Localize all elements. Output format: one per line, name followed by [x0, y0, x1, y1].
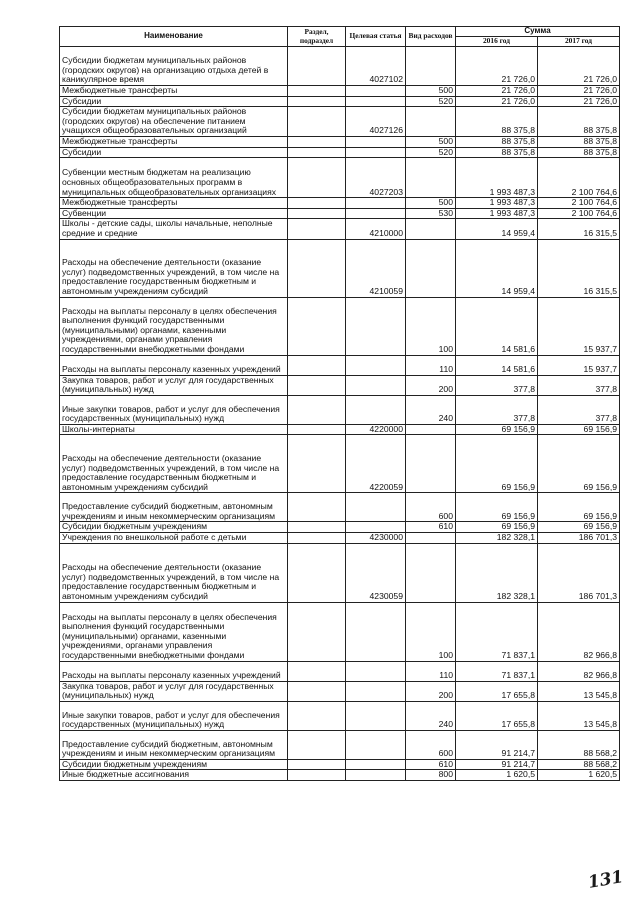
row-name-cell: Субсидии бюджетам муниципальных районов (городских округов) на обеспечение питанием учащихся общеобразовательных организаций — [60, 107, 288, 137]
row-target-cell — [346, 522, 406, 533]
row-kind-cell: 600 — [406, 730, 456, 759]
row-target-cell: 4027203 — [346, 158, 406, 198]
row-section-cell — [288, 424, 346, 435]
row-kind-cell: 610 — [406, 759, 456, 770]
row-2016-cell: 69 156,9 — [456, 522, 538, 533]
row-name-cell: Закупка товаров, работ и услуг для государственных (муниципальных) нужд — [60, 681, 288, 701]
table-row — [60, 208, 620, 219]
row-target-cell — [346, 730, 406, 759]
row-name-cell: Предоставление субсидий бюджетным, автономным учреждениям и иным некоммерческим организациям — [60, 730, 288, 759]
budget-table-page — [59, 26, 620, 781]
row-target-cell — [346, 661, 406, 681]
row-target-cell — [346, 355, 406, 375]
row-name-cell: Субсидии — [60, 96, 288, 107]
row-section-cell — [288, 208, 346, 219]
table-row — [60, 239, 620, 297]
table-row — [60, 355, 620, 375]
table-row — [60, 47, 620, 86]
row-section-cell — [288, 493, 346, 522]
row-2017-cell: 15 937,7 — [538, 297, 620, 355]
table-row — [60, 375, 620, 395]
row-kind-cell: 500 — [406, 136, 456, 147]
row-target-cell — [346, 602, 406, 661]
row-2016-cell: 182 328,1 — [456, 532, 538, 543]
row-kind-cell — [406, 543, 456, 602]
row-section-cell — [288, 730, 346, 759]
row-kind-cell: 240 — [406, 395, 456, 424]
row-name-cell: Учреждения по внешкольной работе с детьми — [60, 532, 288, 543]
row-kind-cell — [406, 532, 456, 543]
row-2016-cell: 14 959,4 — [456, 219, 538, 239]
row-2016-cell: 91 214,7 — [456, 759, 538, 770]
table-row — [60, 730, 620, 759]
row-kind-cell: 800 — [406, 770, 456, 781]
table-row — [60, 424, 620, 435]
row-kind-cell — [406, 424, 456, 435]
row-2017-cell: 88 375,8 — [538, 136, 620, 147]
row-kind-cell — [406, 47, 456, 86]
row-target-cell — [346, 147, 406, 158]
table-row — [60, 297, 620, 355]
row-2017-cell: 69 156,9 — [538, 424, 620, 435]
row-2016-cell: 377,8 — [456, 375, 538, 395]
row-2016-cell: 17 655,8 — [456, 681, 538, 701]
row-name-cell: Межбюджетные трансферты — [60, 86, 288, 97]
row-target-cell — [346, 395, 406, 424]
row-2016-cell: 377,8 — [456, 395, 538, 424]
row-section-cell — [288, 602, 346, 661]
row-name-cell: Иные закупки товаров, работ и услуг для обеспечения государственных (муниципальных) нужд — [60, 395, 288, 424]
row-section-cell — [288, 219, 346, 239]
row-section-cell — [288, 661, 346, 681]
row-2017-cell: 377,8 — [538, 395, 620, 424]
row-kind-cell: 240 — [406, 701, 456, 730]
row-2016-cell: 88 375,8 — [456, 136, 538, 147]
row-kind-cell: 100 — [406, 602, 456, 661]
row-name-cell: Межбюджетные трансферты — [60, 198, 288, 209]
row-name-cell: Расходы на обеспечение деятельности (оказание услуг) подведомственных учреждений, в том числе на предоставление государственным бюджетным и автономным учреждениям субсидий — [60, 543, 288, 602]
table-row — [60, 493, 620, 522]
row-2016-cell: 1 620,5 — [456, 770, 538, 781]
row-2016-cell: 69 156,9 — [456, 493, 538, 522]
row-kind-cell: 520 — [406, 147, 456, 158]
row-2017-cell: 88 375,8 — [538, 147, 620, 158]
table-row — [60, 136, 620, 147]
table-row — [60, 532, 620, 543]
row-target-cell: 4027102 — [346, 47, 406, 86]
row-section-cell — [288, 107, 346, 137]
table-row — [60, 602, 620, 661]
row-name-cell: Закупка товаров, работ и услуг для государственных (муниципальных) нужд — [60, 375, 288, 395]
row-kind-cell: 200 — [406, 681, 456, 701]
row-kind-cell: 100 — [406, 297, 456, 355]
row-2017-cell: 2 100 764,6 — [538, 158, 620, 198]
row-name-cell: Расходы на выплаты персоналу в целях обеспечения выполнения функций государственными (муниципальными) органами, казенными учреждениями, органами управления государственными внебюджетными фондами — [60, 297, 288, 355]
row-section-cell — [288, 701, 346, 730]
row-kind-cell: 110 — [406, 355, 456, 375]
row-kind-cell — [406, 435, 456, 493]
row-2017-cell: 13 545,8 — [538, 681, 620, 701]
row-section-cell — [288, 375, 346, 395]
row-section-cell — [288, 532, 346, 543]
header-kind: Вид расходов — [406, 27, 456, 47]
page-number: 131 — [586, 867, 625, 893]
row-2017-cell: 16 315,5 — [538, 239, 620, 297]
header-name: Наименование — [60, 27, 288, 47]
row-2016-cell: 21 726,0 — [456, 86, 538, 97]
row-2017-cell: 15 937,7 — [538, 355, 620, 375]
row-name-cell: Иные закупки товаров, работ и услуг для обеспечения государственных (муниципальных) нужд — [60, 701, 288, 730]
row-target-cell — [346, 681, 406, 701]
table-row — [60, 147, 620, 158]
row-name-cell: Субсидии — [60, 147, 288, 158]
header-target: Целевая статья — [346, 27, 406, 47]
table-row — [60, 543, 620, 602]
row-name-cell: Расходы на выплаты персоналу в целях обеспечения выполнения функций государственными (муниципальными) органами, казенными учреждениями, органами управления государственными внебюджетными фондами — [60, 602, 288, 661]
table-row — [60, 770, 620, 781]
row-name-cell: Школы-интернаты — [60, 424, 288, 435]
row-2017-cell: 88 375,8 — [538, 107, 620, 137]
row-2017-cell: 69 156,9 — [538, 522, 620, 533]
row-kind-cell — [406, 158, 456, 198]
row-kind-cell: 610 — [406, 522, 456, 533]
header-section: Раздел, подраздел — [288, 27, 346, 47]
row-target-cell — [346, 375, 406, 395]
row-target-cell — [346, 770, 406, 781]
table-body — [60, 47, 620, 781]
row-name-cell: Расходы на обеспечение деятельности (оказание услуг) подведомственных учреждений, в том числе на предоставление государственным бюджетным и автономным учреждениям субсидий — [60, 435, 288, 493]
row-name-cell: Субвенции — [60, 208, 288, 219]
row-section-cell — [288, 522, 346, 533]
row-name-cell: Предоставление субсидий бюджетным, автономным учреждениям и иным некоммерческим организациям — [60, 493, 288, 522]
row-target-cell: 4220000 — [346, 424, 406, 435]
row-2016-cell: 91 214,7 — [456, 730, 538, 759]
row-kind-cell: 500 — [406, 86, 456, 97]
table-row — [60, 435, 620, 493]
budget-table — [59, 26, 620, 781]
row-2016-cell: 14 959,4 — [456, 239, 538, 297]
table-row — [60, 219, 620, 239]
row-target-cell — [346, 493, 406, 522]
row-2017-cell: 82 966,8 — [538, 661, 620, 681]
row-2016-cell: 1 993 487,3 — [456, 208, 538, 219]
row-2016-cell: 21 726,0 — [456, 96, 538, 107]
table-row — [60, 522, 620, 533]
row-name-cell: Школы - детские сады, школы начальные, неполные средние и средние — [60, 219, 288, 239]
row-2017-cell: 1 620,5 — [538, 770, 620, 781]
row-target-cell — [346, 198, 406, 209]
row-name-cell: Расходы на выплаты персоналу казенных учреждений — [60, 661, 288, 681]
row-section-cell — [288, 86, 346, 97]
row-target-cell: 4220059 — [346, 435, 406, 493]
row-2016-cell: 88 375,8 — [456, 107, 538, 137]
row-2017-cell: 88 568,2 — [538, 730, 620, 759]
row-kind-cell: 200 — [406, 375, 456, 395]
row-name-cell: Расходы на выплаты персоналу казенных учреждений — [60, 355, 288, 375]
row-section-cell — [288, 770, 346, 781]
row-kind-cell — [406, 107, 456, 137]
table-row — [60, 96, 620, 107]
row-kind-cell: 110 — [406, 661, 456, 681]
row-2017-cell: 2 100 764,6 — [538, 208, 620, 219]
table-row — [60, 198, 620, 209]
row-2017-cell: 16 315,5 — [538, 219, 620, 239]
table-row — [60, 701, 620, 730]
row-target-cell: 4210000 — [346, 219, 406, 239]
table-row — [60, 395, 620, 424]
row-2017-cell: 186 701,3 — [538, 543, 620, 602]
table-row — [60, 681, 620, 701]
row-name-cell: Иные бюджетные ассигнования — [60, 770, 288, 781]
row-name-cell: Расходы на обеспечение деятельности (оказание услуг) подведомственных учреждений, в том числе на предоставление государственным бюджетным и автономным учреждениям субсидий — [60, 239, 288, 297]
row-name-cell: Субсидии бюджетным учреждениям — [60, 759, 288, 770]
row-target-cell — [346, 701, 406, 730]
row-section-cell — [288, 435, 346, 493]
row-name-cell: Субсидии бюджетным учреждениям — [60, 522, 288, 533]
row-section-cell — [288, 136, 346, 147]
row-target-cell — [346, 136, 406, 147]
row-2017-cell: 69 156,9 — [538, 435, 620, 493]
row-2016-cell: 14 581,6 — [456, 355, 538, 375]
table-row — [60, 759, 620, 770]
row-target-cell — [346, 96, 406, 107]
row-target-cell: 4230000 — [346, 532, 406, 543]
row-target-cell — [346, 208, 406, 219]
table-row — [60, 86, 620, 97]
row-kind-cell — [406, 239, 456, 297]
row-2016-cell: 1 993 487,3 — [456, 158, 538, 198]
row-2017-cell: 21 726,0 — [538, 47, 620, 86]
row-kind-cell: 530 — [406, 208, 456, 219]
row-2017-cell: 13 545,8 — [538, 701, 620, 730]
row-section-cell — [288, 96, 346, 107]
row-section-cell — [288, 543, 346, 602]
row-name-cell: Субсидии бюджетам муниципальных районов (городских округов) на организацию отдыха детей в каникулярное время — [60, 47, 288, 86]
row-2016-cell: 71 837,1 — [456, 661, 538, 681]
row-section-cell — [288, 239, 346, 297]
table-row — [60, 661, 620, 681]
row-2017-cell: 21 726,0 — [538, 86, 620, 97]
row-2017-cell: 69 156,9 — [538, 493, 620, 522]
table-row — [60, 107, 620, 137]
row-kind-cell: 600 — [406, 493, 456, 522]
row-section-cell — [288, 47, 346, 86]
row-2017-cell: 186 701,3 — [538, 532, 620, 543]
row-2016-cell: 14 581,6 — [456, 297, 538, 355]
row-2016-cell: 1 993 487,3 — [456, 198, 538, 209]
row-section-cell — [288, 158, 346, 198]
row-target-cell: 4210059 — [346, 239, 406, 297]
row-2016-cell: 69 156,9 — [456, 435, 538, 493]
row-section-cell — [288, 759, 346, 770]
row-section-cell — [288, 198, 346, 209]
row-target-cell — [346, 86, 406, 97]
row-name-cell: Субвенции местным бюджетам на реализацию основных общеобразовательных программ в муниципальных общеобразовательных организациях — [60, 158, 288, 198]
header-year-2016: 2016 год — [456, 37, 538, 47]
row-2017-cell: 88 568,2 — [538, 759, 620, 770]
row-2017-cell: 2 100 764,6 — [538, 198, 620, 209]
row-2016-cell: 21 726,0 — [456, 47, 538, 86]
row-section-cell — [288, 395, 346, 424]
row-kind-cell: 520 — [406, 96, 456, 107]
row-2016-cell: 88 375,8 — [456, 147, 538, 158]
row-2016-cell: 182 328,1 — [456, 543, 538, 602]
row-2016-cell: 17 655,8 — [456, 701, 538, 730]
row-2017-cell: 21 726,0 — [538, 96, 620, 107]
row-section-cell — [288, 355, 346, 375]
row-2016-cell: 69 156,9 — [456, 424, 538, 435]
row-target-cell — [346, 297, 406, 355]
table-row — [60, 158, 620, 198]
row-section-cell — [288, 297, 346, 355]
row-2017-cell: 377,8 — [538, 375, 620, 395]
row-2016-cell: 71 837,1 — [456, 602, 538, 661]
row-target-cell: 4230059 — [346, 543, 406, 602]
header-sum: Сумма — [456, 27, 620, 37]
row-section-cell — [288, 681, 346, 701]
row-kind-cell — [406, 219, 456, 239]
row-section-cell — [288, 147, 346, 158]
row-kind-cell: 500 — [406, 198, 456, 209]
row-2017-cell: 82 966,8 — [538, 602, 620, 661]
row-target-cell — [346, 759, 406, 770]
header-year-2017: 2017 год — [538, 37, 620, 47]
row-target-cell: 4027126 — [346, 107, 406, 137]
row-name-cell: Межбюджетные трансферты — [60, 136, 288, 147]
